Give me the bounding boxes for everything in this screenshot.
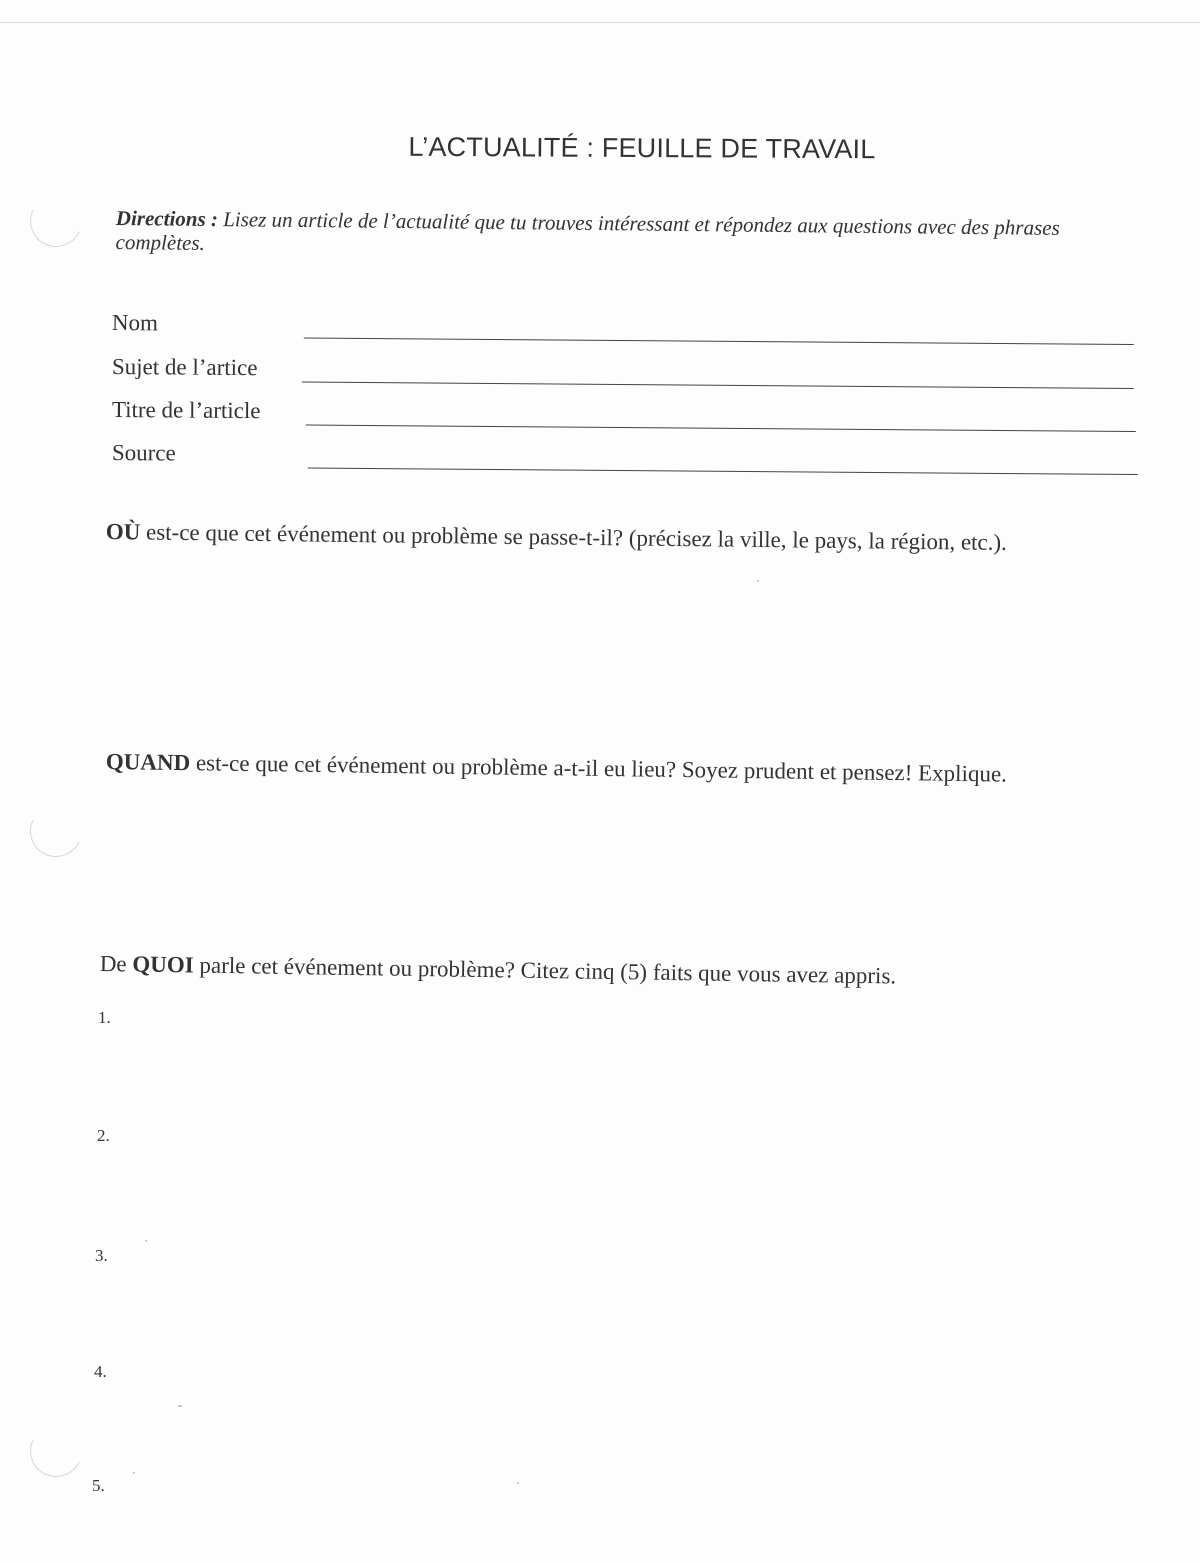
answer-line-nom[interactable] (304, 338, 1134, 346)
question-what (100, 952, 1120, 992)
directions (115, 206, 1135, 265)
question-where-keyword: OÙ (105, 519, 141, 545)
question-what-prefix: De (99, 951, 133, 977)
question-where-text: est-ce que cet événement ou problème se passe-t-il? (précisez la ville, le pays, la région, etc.). (140, 519, 1008, 556)
worksheet-title: L’ACTUALITÉ : FEUILLE DE TRAVAIL (408, 131, 876, 165)
scan-edge (0, 22, 1200, 23)
question-where (106, 520, 1106, 556)
fact-number-2: 2. (97, 1126, 110, 1145)
punch-hole-bottom (23, 1418, 90, 1485)
info-row-titre (112, 397, 1142, 445)
fact-number-5: 5. (92, 1476, 105, 1495)
question-what-text: parle cet événement ou problème? Citez cinq (5) faits que vous avez appris. (193, 952, 897, 989)
question-when (106, 750, 1106, 788)
info-label-titre: Titre de l’article (111, 397, 261, 424)
info-label-sujet: Sujet de l’artice (111, 354, 258, 381)
info-row-source (112, 440, 1142, 488)
answer-line-source[interactable] (308, 468, 1138, 476)
info-row-nom (112, 310, 1142, 358)
scan-speck (178, 1405, 182, 1407)
punch-hole-middle (23, 798, 90, 865)
directions-lead: Directions : (115, 206, 219, 232)
scan-speck (133, 1472, 135, 1474)
question-what-keyword: QUOI (132, 951, 194, 978)
info-label-source: Source (111, 440, 176, 466)
answer-line-titre[interactable] (306, 425, 1136, 433)
question-when-keyword: QUAND (105, 749, 191, 776)
fact-number-3: 3. (95, 1246, 108, 1265)
answer-line-sujet[interactable] (302, 381, 1134, 389)
directions-text: Lisez un article de l’actualité que tu trouves intéressant et répondez aux questions avec des phrases complètes. (115, 207, 1060, 255)
fact-number-4: 4. (94, 1362, 107, 1381)
scan-speck (517, 1482, 519, 1484)
scan-speck (757, 580, 759, 582)
info-row-sujet (112, 354, 1142, 402)
fact-number-1: 1. (98, 1008, 111, 1027)
punch-hole-top (23, 188, 90, 255)
question-when-text: est-ce que cet événement ou problème a-t-il eu lieu? Soyez prudent et pensez! Explique. (190, 750, 1008, 787)
scan-speck (145, 1240, 147, 1242)
info-label-nom: Nom (111, 310, 158, 336)
